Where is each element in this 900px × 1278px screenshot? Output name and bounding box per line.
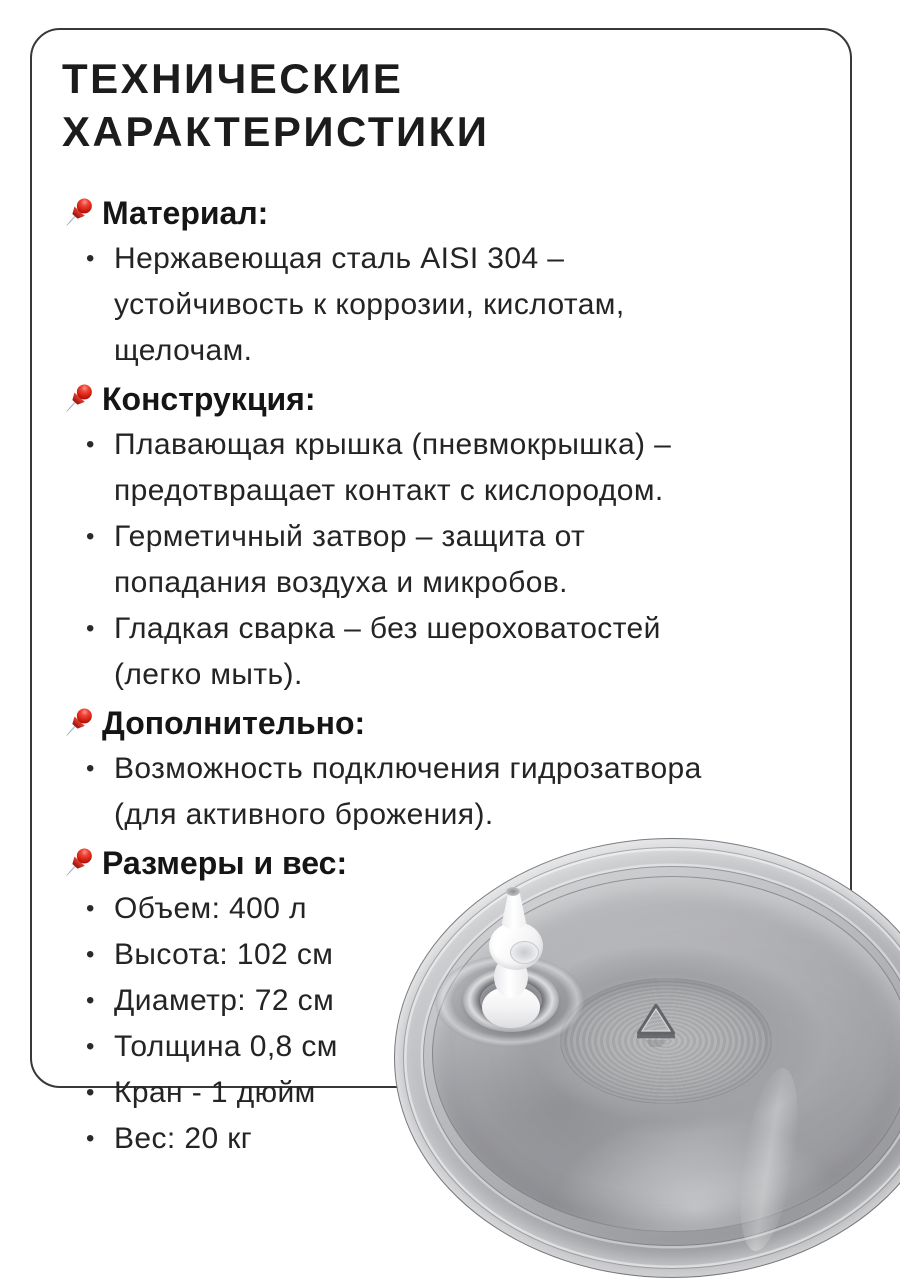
pushpin-icon bbox=[58, 379, 98, 419]
page-title-line2: ХАРАКТЕРИСТИКИ bbox=[62, 108, 490, 155]
spec-item-text: Высота: 102 см bbox=[114, 938, 334, 971]
bullet-icon: • bbox=[86, 1079, 95, 1106]
pushpin-icon bbox=[58, 703, 98, 743]
pushpin-icon bbox=[58, 843, 98, 883]
bullet-icon: • bbox=[86, 615, 95, 642]
section-title: Размеры и вес: bbox=[102, 845, 348, 881]
section-header bbox=[62, 700, 832, 746]
spec-item-text: Возможность подключения гидрозатвора (для активного брожения). bbox=[114, 752, 702, 831]
airlock-cap-hole bbox=[506, 887, 520, 896]
bullet-icon: • bbox=[86, 431, 95, 458]
bullet-icon: • bbox=[86, 1033, 95, 1060]
spec-item bbox=[62, 514, 744, 606]
spec-item-text: Толщина 0,8 см bbox=[114, 1030, 338, 1063]
spec-list bbox=[62, 746, 832, 838]
product-photo-lid bbox=[394, 838, 900, 1278]
spec-item-text: Диаметр: 72 см bbox=[114, 984, 335, 1017]
spec-item-text: Гладкая сварка – без шероховатостей (легко мыть). bbox=[114, 612, 661, 691]
spec-item-text: Герметичный затвор – защита от попадания воздуха и микробов. bbox=[114, 520, 586, 599]
section-title: Дополнительно: bbox=[102, 705, 366, 741]
bullet-icon: • bbox=[86, 755, 95, 782]
bullet-icon: • bbox=[86, 895, 95, 922]
section-additional bbox=[62, 700, 832, 838]
airlock-cup-opening bbox=[510, 941, 539, 964]
page-title bbox=[62, 52, 832, 158]
section-header bbox=[62, 190, 832, 236]
page-title-line1: ТЕХНИЧЕСКИЕ bbox=[62, 55, 404, 102]
bullet-icon: • bbox=[86, 245, 95, 272]
section-construction bbox=[62, 376, 832, 698]
section-title: Конструкция: bbox=[102, 381, 316, 417]
spec-item bbox=[62, 236, 744, 374]
section-title: Материал: bbox=[102, 195, 269, 231]
spec-item-text: Вес: 20 кг bbox=[114, 1122, 253, 1155]
lid-handle-triangle bbox=[630, 1002, 682, 1048]
bullet-icon: • bbox=[86, 523, 95, 550]
section-material bbox=[62, 190, 832, 374]
spec-item bbox=[62, 606, 744, 698]
bullet-icon: • bbox=[86, 987, 95, 1014]
spec-item-text: Плавающая крышка (пневмокрышка) – предотвращает контакт с кислородом. bbox=[114, 428, 672, 507]
spec-list bbox=[62, 236, 832, 374]
spec-item-text: Кран - 1 дюйм bbox=[114, 1076, 316, 1109]
bullet-icon: • bbox=[86, 941, 95, 968]
bullet-icon: • bbox=[86, 1125, 95, 1152]
spec-list bbox=[62, 422, 832, 698]
spec-item bbox=[62, 746, 744, 838]
section-header bbox=[62, 376, 832, 422]
spec-item-text: Объем: 400 л bbox=[114, 892, 307, 925]
spec-item-text: Нержавеющая сталь AISI 304 – устойчивость к коррозии, кислотам, щелочам. bbox=[114, 242, 625, 367]
pushpin-icon bbox=[58, 193, 98, 233]
spec-item bbox=[62, 422, 744, 514]
